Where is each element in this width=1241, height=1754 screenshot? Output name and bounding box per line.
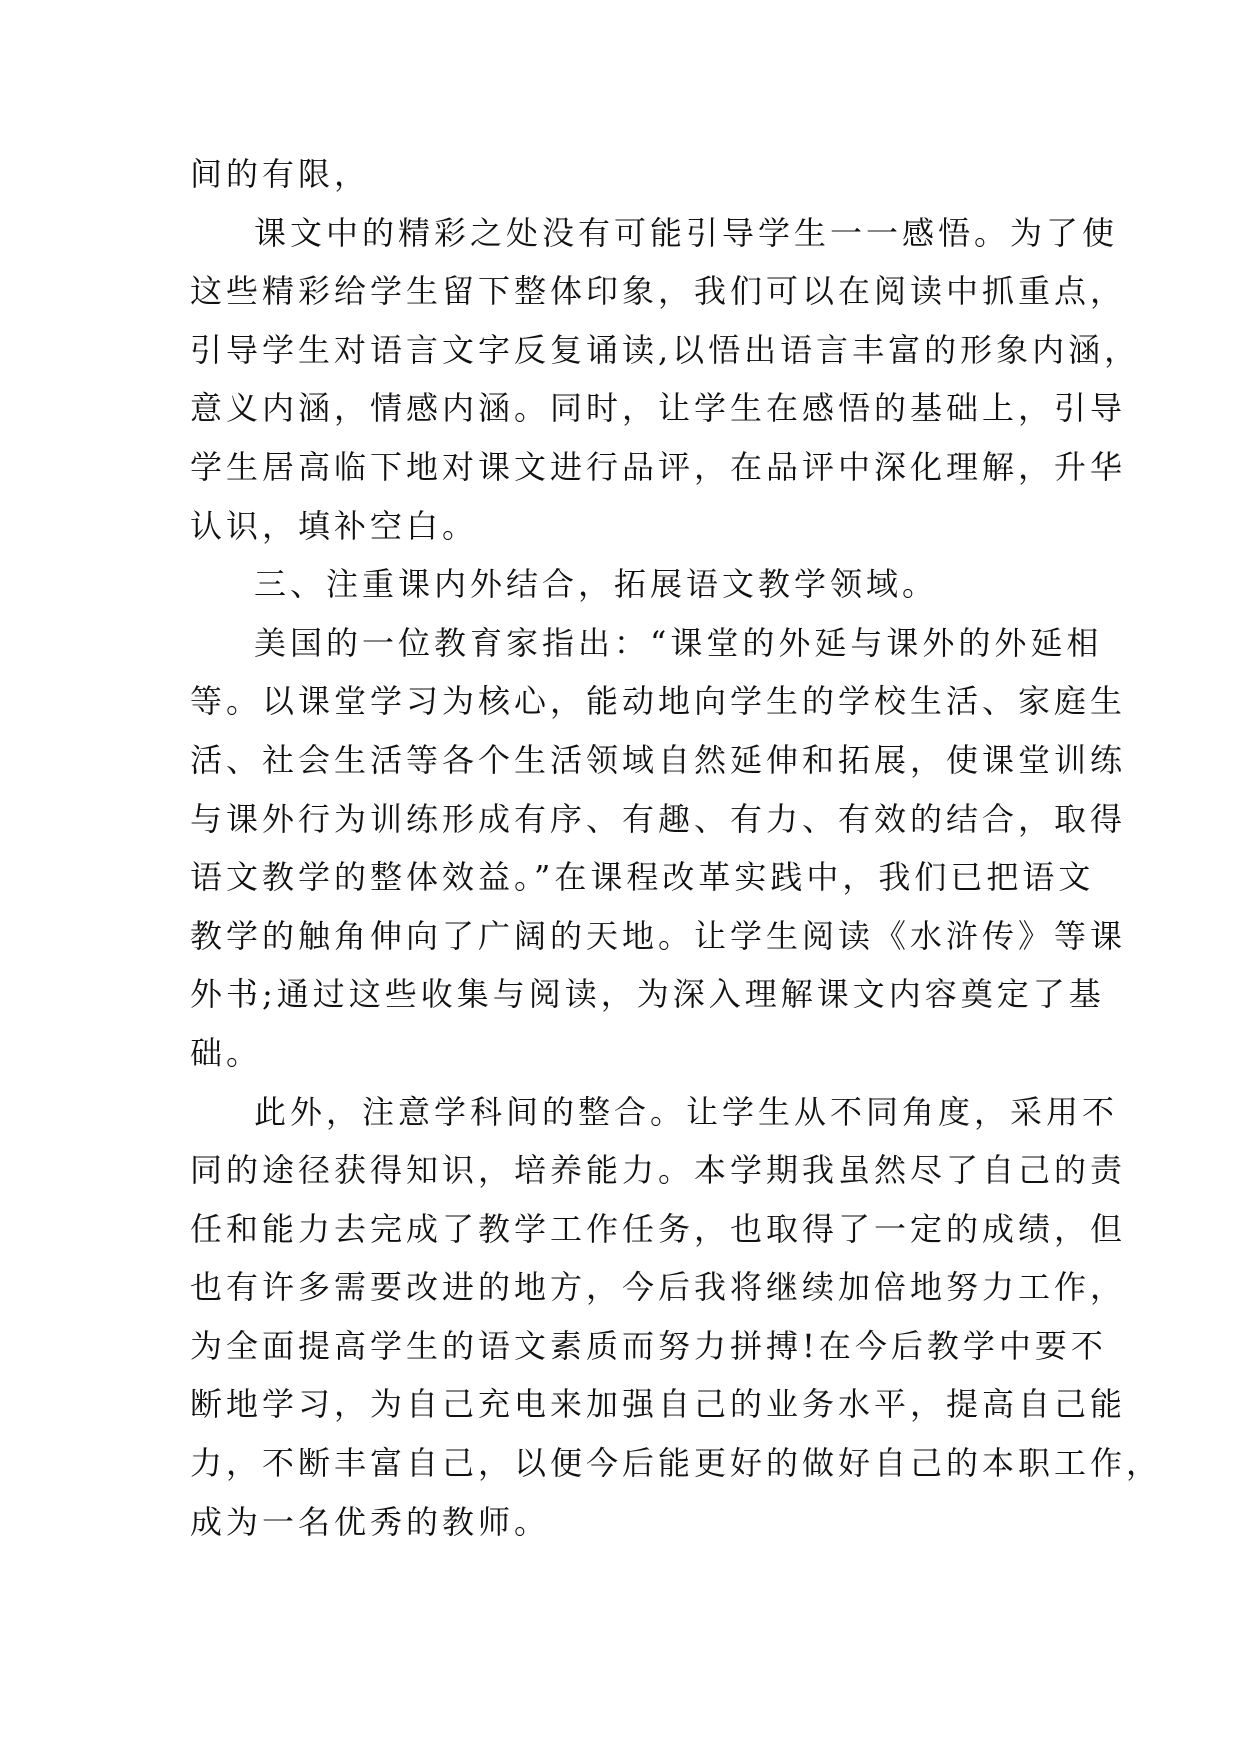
paragraph-start-line: 课文中的精彩之处没有可能引导学生一一感悟。为了使 <box>254 213 1119 252</box>
text-line: 成为一名优秀的教师。 <box>190 1502 551 1541</box>
text-line: 力，不断丰富自己，以便今后能更好的做好自己的本职工作， <box>190 1444 1163 1483</box>
text-line: 础。 <box>190 1033 263 1072</box>
document-page <box>190 145 1163 1551</box>
text-line: 外书;通过这些收集与阅读，为深入理解课文内容奠定了基 <box>190 975 1105 1014</box>
text-line: 间的有限， <box>190 155 371 193</box>
text-line: 意义内涵，情感内涵。同时，让学生在感悟的基础上，引导 <box>190 389 1127 428</box>
text-line: 等。以课堂学习为核心，能动地向学生的学校生活、家庭生 <box>190 682 1127 721</box>
text-line: 为全面提高学生的语文素质而努力拼搏!在今后教学中要不 <box>190 1326 1107 1365</box>
text-line: 任和能力去完成了教学工作任务，也取得了一定的成绩，但 <box>190 1209 1127 1248</box>
text-line: 认识，填补空白。 <box>190 506 479 545</box>
text-line: 教学的触角伸向了广阔的天地。让学生阅读《水浒传》等课 <box>190 916 1127 955</box>
paragraph-start-line: 此外，注意学科间的整合。让学生从不同角度，采用不 <box>254 1092 1119 1131</box>
text-line: 引导学生对语言文字反复诵读,以悟出语言丰富的形象内涵， <box>190 330 1141 369</box>
text-line: 断地学习，为自己充电来加强自己的业务水平，提高自己能 <box>190 1385 1127 1424</box>
text-line: 与课外行为训练形成有序、有趣、有力、有效的结合，取得 <box>190 799 1127 838</box>
section-heading: 三、注重课内外结合，拓展语文教学领域。 <box>254 565 939 604</box>
text-line: 这些精彩给学生留下整体印象，我们可以在阅读中抓重点， <box>190 272 1127 311</box>
text-line: 活、社会生活等各个生活领域自然延伸和拓展，使课堂训练 <box>190 740 1127 779</box>
text-line: 语文教学的整体效益。”在课程改革实践中，我们已把语文 <box>190 858 1095 897</box>
text-line: 学生居高临下地对课文进行品评，在品评中深化理解，升华 <box>190 447 1127 486</box>
text-line: 同的途径获得知识，培养能力。本学期我虽然尽了自己的责 <box>190 1151 1127 1190</box>
text-line: 也有许多需要改进的地方，今后我将继续加倍地努力工作， <box>190 1268 1127 1307</box>
paragraph-start-line: 美国的一位教育家指出：“课堂的外延与课外的外延相 <box>254 623 1103 662</box>
